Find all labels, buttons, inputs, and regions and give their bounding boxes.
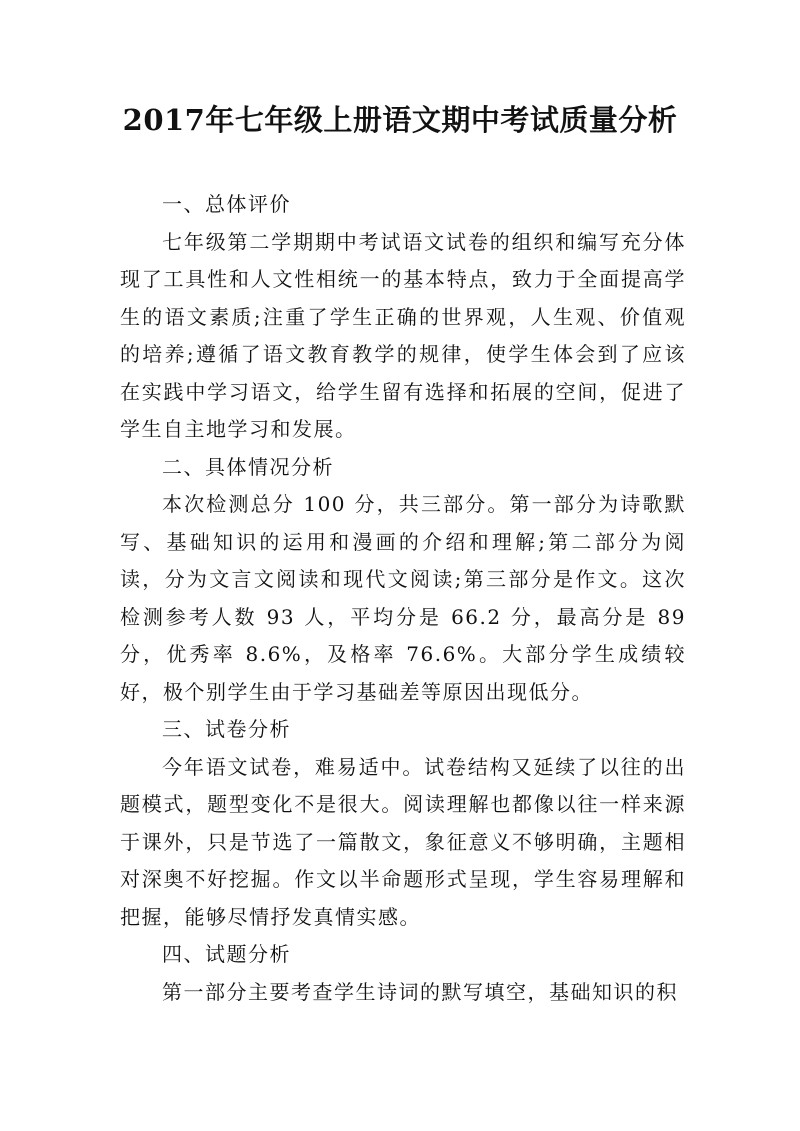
section-paragraph-specific-analysis: 本次检测总分 100 分，共三部分。第一部分为诗歌默写、基础知识的运用和漫画的介绍和理解;第二部分为阅读，分为文言文阅读和现代文阅读;第三部分是作文。这次检测参考人数 93 人，平均分是 66.2 分，最高分是 89 分，优秀率 8.6%，及格率 76.6%。大部分学生成绩较好，极个别学生由于学习基础差等原因出现低分。 <box>120 492 686 704</box>
section-heading-paper-analysis: 三、试卷分析 <box>162 717 291 741</box>
document-title: 2017年七年级上册语文期中考试质量分析 <box>122 103 678 137</box>
section-paragraph-paper-analysis: 今年语文试卷，难易适中。试卷结构又延续了以往的出题模式，题型变化不是很大。阅读理解也都像以往一样来源于课外，只是节选了一篇散文，象征意义不够明确，主题相对深奥不好挖掘。作文以半命题形式呈现，学生容易理解和把握，能够尽情抒发真情实感。 <box>120 754 686 929</box>
section-paragraph-overall-evaluation: 七年级第二学期期中考试语文试卷的组织和编写充分体现了工具性和人文性相统一的基本特点，致力于全面提高学生的语文素质;注重了学生正确的世界观，人生观、价值观的培养;遵循了语文教育教学的规律，使学生体会到了应该在实践中学习语文，给学生留有选择和拓展的空间，促进了学生自主地学习和发展。 <box>120 229 686 441</box>
section-heading-question-analysis: 四、试题分析 <box>162 942 291 966</box>
document-body <box>120 186 686 1011</box>
section-heading-specific-analysis: 二、具体情况分析 <box>162 454 334 479</box>
section-paragraph-question-analysis: 第一部分主要考查学生诗词的默写填空，基础知识的积 <box>162 979 678 1004</box>
section-heading-overall-evaluation: 一、总体评价 <box>162 192 291 216</box>
